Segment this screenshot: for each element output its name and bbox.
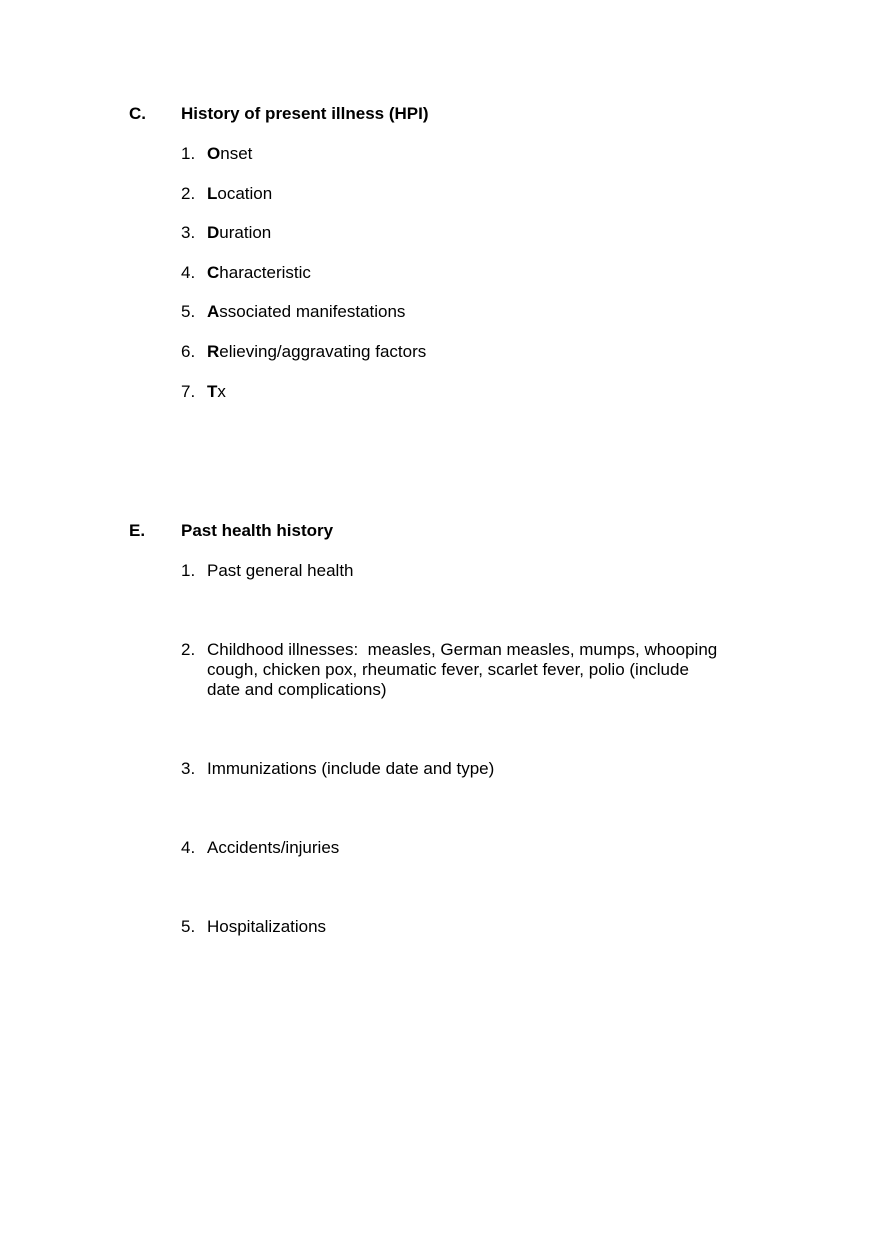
item-text: haracteristic — [219, 263, 311, 282]
hpi-item-duration — [181, 223, 751, 243]
item-number: 2. — [181, 184, 196, 203]
hpi-item-characteristic — [181, 263, 751, 283]
item-initial: C — [207, 263, 220, 282]
item-text: Hospitalizations — [207, 917, 327, 936]
hpi-item-tx — [181, 382, 751, 402]
item-text: Immunizations (include date and type) — [207, 759, 495, 778]
item-number: 5. — [181, 302, 196, 321]
section-c-title: History of present illness (HPI) — [181, 104, 429, 123]
history-item-hospitalizations — [181, 917, 751, 937]
section-c-letter: C. — [129, 104, 146, 123]
history-item-childhood-illnesses — [181, 640, 726, 700]
item-number: 7. — [181, 382, 196, 401]
history-item-immunizations — [181, 759, 751, 779]
item-text: Childhood illnesses: measles, German measles, mumps, whooping cough, chicken pox, rheumatic fever, scarlet fever, polio (include date and complications) — [207, 640, 722, 699]
item-initial: D — [207, 223, 220, 242]
item-initial: R — [207, 342, 220, 361]
item-text: Past general health — [207, 561, 354, 580]
item-initial: T — [207, 382, 218, 401]
item-text: Accidents/injuries — [207, 838, 340, 857]
item-number: 1. — [181, 561, 196, 580]
hpi-item-onset — [181, 144, 751, 164]
item-number: 6. — [181, 342, 196, 361]
item-text: elieving/aggravating factors — [219, 342, 427, 361]
item-initial: A — [207, 302, 220, 321]
section-e-letter: E. — [129, 521, 146, 540]
item-number: 1. — [181, 144, 196, 163]
history-item-accidents-injuries — [181, 838, 751, 858]
item-text: x — [217, 382, 226, 401]
item-text: nset — [220, 144, 253, 163]
hpi-item-location — [181, 184, 751, 204]
hpi-item-associated-manifestations — [181, 302, 751, 322]
item-initial: L — [207, 184, 218, 203]
item-text: ocation — [217, 184, 273, 203]
item-number: 3. — [181, 223, 196, 242]
item-number: 2. — [181, 640, 196, 659]
history-item-past-general-health — [181, 561, 751, 581]
hpi-item-relieving-factors — [181, 342, 751, 362]
item-text: ssociated manifestations — [219, 302, 406, 321]
item-number: 4. — [181, 263, 196, 282]
section-e-title: Past health history — [181, 521, 334, 540]
item-initial: O — [207, 144, 221, 163]
item-text: uration — [219, 223, 272, 242]
item-number: 4. — [181, 838, 196, 857]
item-number: 5. — [181, 917, 196, 936]
item-number: 3. — [181, 759, 196, 778]
